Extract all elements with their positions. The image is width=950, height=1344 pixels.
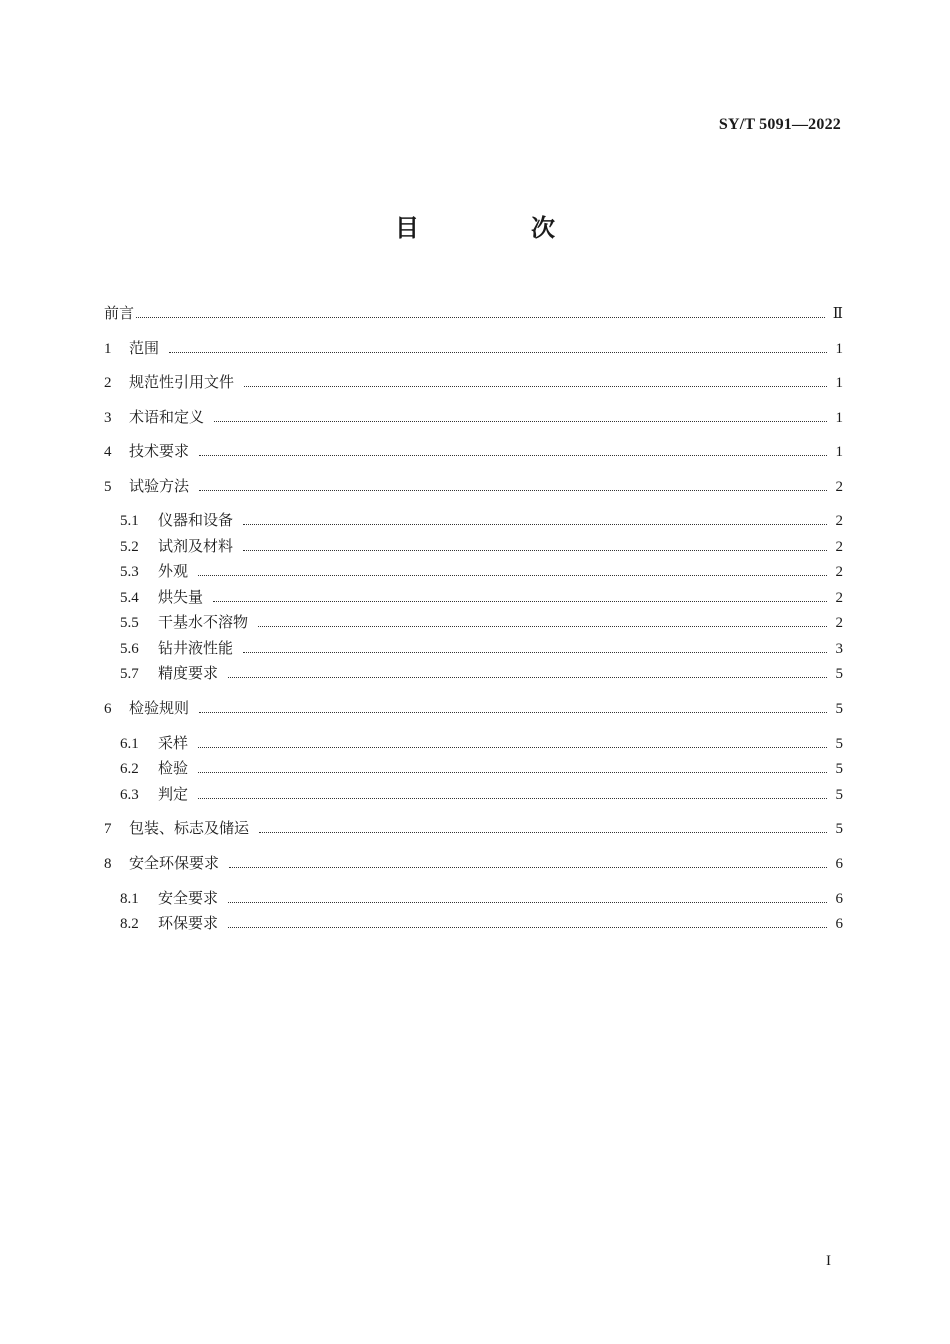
toc-entry-label: 外观 — [158, 562, 189, 580]
toc-entry-number: 8 — [104, 856, 112, 872]
dot-leader — [228, 926, 827, 928]
toc-entry-label: 精度要求 — [158, 664, 219, 682]
toc-entry-label: 术语和定义 — [129, 408, 205, 426]
dot-leader — [228, 676, 827, 678]
toc-entry-page: 2 — [835, 590, 843, 606]
toc-entry-number: 5 — [104, 479, 112, 495]
toc-entry-label: 包装、标志及储运 — [129, 819, 250, 837]
toc-entry-number: 8.2 — [120, 916, 139, 932]
page-folio: I — [826, 1253, 831, 1269]
toc-entry-number: 5.5 — [120, 615, 139, 631]
toc-entry-page: 1 — [835, 375, 843, 391]
toc-entry-page: 2 — [835, 513, 843, 529]
toc-entry-page: 2 — [835, 539, 843, 555]
dot-leader — [243, 523, 827, 525]
toc-entry-label: 检验规则 — [129, 699, 190, 717]
toc-entry-label: 采样 — [158, 734, 189, 752]
toc-entry-page: 5 — [835, 666, 843, 682]
toc-entry-page: 1 — [835, 444, 843, 460]
dot-leader — [259, 831, 827, 833]
toc-entry-8-1[interactable] — [120, 886, 843, 910]
toc-entry-6[interactable] — [104, 696, 843, 720]
toc-entry-page: 2 — [835, 615, 843, 631]
toc-entry-label: 范围 — [129, 339, 160, 357]
toc-entry-3[interactable] — [104, 405, 843, 429]
toc-entry-label: 试剂及材料 — [158, 537, 234, 555]
toc-entry-5-4[interactable] — [120, 585, 843, 609]
toc-entry-number: 5.4 — [120, 590, 139, 606]
toc-entry-8[interactable] — [104, 851, 843, 875]
toc-entry-page: 6 — [835, 891, 843, 907]
toc-entry-label: 检验 — [158, 759, 189, 777]
toc-entry-number: 6.2 — [120, 761, 139, 777]
toc-entry-8-2[interactable] — [120, 911, 843, 935]
page-title: 目 次 — [395, 214, 599, 242]
toc-entry-page: Ⅱ — [832, 306, 843, 322]
dot-leader — [199, 454, 827, 456]
toc-entry-label: 试验方法 — [129, 477, 190, 495]
toc-entry-1[interactable] — [104, 336, 843, 360]
toc-entry-page: 6 — [835, 916, 843, 932]
dot-leader — [229, 866, 827, 868]
toc-entry-5-5[interactable] — [120, 610, 843, 634]
toc-entry-page: 1 — [835, 410, 843, 426]
toc-entry-number: 5.1 — [120, 513, 139, 529]
toc-entry-page: 5 — [835, 701, 843, 717]
toc-entry-5-3[interactable] — [120, 559, 843, 583]
dot-leader — [198, 771, 827, 773]
toc-entry-label: 安全环保要求 — [129, 854, 220, 872]
toc-entry-5-7[interactable] — [120, 661, 843, 685]
toc-entry-label: 烘失量 — [158, 588, 204, 606]
dot-leader — [198, 797, 827, 799]
toc-entry-6-2[interactable] — [120, 756, 843, 780]
toc-entry-number: 4 — [104, 444, 112, 460]
toc-entry-page: 5 — [835, 821, 843, 837]
toc-entry-6-3[interactable] — [120, 782, 843, 806]
toc-entry-7[interactable] — [104, 816, 843, 840]
toc-entry-number: 5.2 — [120, 539, 139, 555]
dot-leader — [169, 351, 827, 353]
toc-entry-5-2[interactable] — [120, 534, 843, 558]
toc-entry-2[interactable] — [104, 370, 843, 394]
toc-entry-page: 1 — [835, 341, 843, 357]
toc-entry-page: 2 — [835, 479, 843, 495]
toc-entry-preface[interactable] — [104, 301, 843, 325]
dot-leader — [198, 746, 827, 748]
toc-entry-number: 8.1 — [120, 891, 139, 907]
toc-entry-label: 判定 — [158, 785, 189, 803]
dot-leader — [228, 901, 827, 903]
toc-entry-label: 钻井液性能 — [158, 639, 234, 657]
toc-entry-number: 2 — [104, 375, 112, 391]
toc-entry-label: 安全要求 — [158, 889, 219, 907]
toc-entry-5[interactable] — [104, 474, 843, 498]
dot-leader — [243, 549, 827, 551]
toc-entry-number: 6.1 — [120, 736, 139, 752]
toc-entry-page: 5 — [835, 761, 843, 777]
toc-entry-label: 仪器和设备 — [158, 511, 234, 529]
toc-entry-label: 环保要求 — [158, 914, 219, 932]
toc-entry-5-1[interactable] — [120, 508, 843, 532]
dot-leader — [199, 711, 827, 713]
toc-entry-label: 前言 — [104, 304, 135, 322]
dot-leader — [213, 600, 827, 602]
dot-leader — [136, 316, 825, 318]
dot-leader — [199, 489, 827, 491]
toc-entry-6-1[interactable] — [120, 731, 843, 755]
toc-entry-page: 5 — [835, 736, 843, 752]
toc-entry-page: 3 — [835, 641, 843, 657]
dot-leader — [244, 385, 827, 387]
toc-entry-5-6[interactable] — [120, 636, 843, 660]
dot-leader — [214, 420, 827, 422]
toc-entry-number: 7 — [104, 821, 112, 837]
toc-entry-number: 1 — [104, 341, 112, 357]
toc-entry-number: 3 — [104, 410, 112, 426]
standard-number: SY/T 5091—2022 — [718, 116, 841, 133]
dot-leader — [243, 651, 827, 653]
toc-entry-page: 2 — [835, 564, 843, 580]
toc-entry-number: 5.7 — [120, 666, 139, 682]
dot-leader — [258, 625, 827, 627]
dot-leader — [198, 574, 827, 576]
toc-entry-4[interactable] — [104, 439, 843, 463]
toc-entry-number: 6 — [104, 701, 112, 717]
toc-entry-label: 干基水不溶物 — [158, 613, 249, 631]
toc-entry-label: 规范性引用文件 — [129, 373, 235, 391]
toc-entry-label: 技术要求 — [129, 442, 190, 460]
toc-entry-page: 6 — [835, 856, 843, 872]
toc-entry-number: 5.3 — [120, 564, 139, 580]
toc-entry-number: 5.6 — [120, 641, 139, 657]
toc-entry-number: 6.3 — [120, 787, 139, 803]
toc-entry-page: 5 — [835, 787, 843, 803]
